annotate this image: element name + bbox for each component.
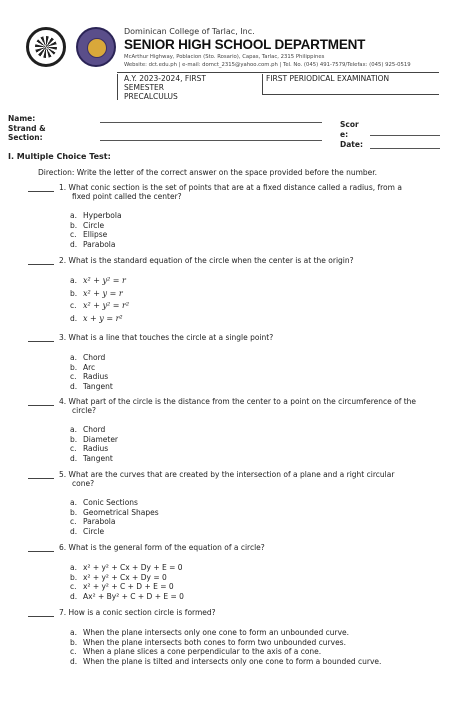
option-letter: b.	[70, 362, 78, 372]
option-text: Parabola	[83, 517, 116, 527]
option-letter: d.	[70, 240, 78, 250]
header-left-rule	[117, 74, 118, 100]
answer-option	[70, 508, 159, 518]
answer-option	[70, 527, 104, 537]
answer-option	[70, 425, 105, 435]
answer-option	[70, 314, 123, 324]
option-text: When the plane intersects only one cone to form an unbounded curve.	[83, 628, 350, 637]
option-text: x² + y² + Cx + Dy + E = 0	[83, 563, 183, 572]
answer-option	[70, 444, 108, 454]
answer-option	[70, 289, 123, 299]
option-letter: a.	[70, 563, 77, 572]
score-label-1: Scor	[340, 120, 359, 129]
option-text: Radius	[83, 444, 109, 454]
option-text: Conic Sections	[83, 498, 138, 507]
option-text: x² + y = r	[83, 288, 123, 298]
section-label: Section:	[8, 133, 43, 142]
option-letter: c.	[70, 372, 77, 382]
option-text: Ellipse	[83, 230, 108, 240]
contact-line: Website: dct.edu.ph | e-mail: domct_2315@yahoo.com.ph | Tel. No. (045) 491-7579/Telefax: (045) 925-0519	[124, 62, 411, 68]
answer-option	[70, 638, 346, 648]
academic-year: A.Y. 2023-2024, FIRST	[124, 74, 206, 83]
question-text: 3. What is a line that touches the circle at a single point?	[59, 333, 274, 342]
option-text: Circle	[83, 527, 105, 537]
question-text: 7. How is a conic section circle is formed?	[59, 608, 216, 617]
school-seal-logo	[26, 27, 66, 67]
answer-blank[interactable]	[28, 551, 54, 552]
question-text-cont: fixed point called the center?	[72, 192, 182, 201]
answer-option	[70, 353, 105, 363]
option-letter: a.	[70, 628, 77, 637]
option-letter: c.	[70, 517, 77, 527]
answer-option	[70, 301, 129, 311]
option-letter: d.	[70, 454, 78, 464]
department-title: SENIOR HIGH SCHOOL DEPARTMENT	[124, 37, 366, 52]
option-text: x² + y² = r²	[83, 301, 130, 310]
question-text-cont: cone?	[72, 479, 95, 488]
option-text: x² + y² = r	[83, 276, 126, 285]
answer-blank[interactable]	[28, 478, 54, 479]
option-text: Geometrical Shapes	[83, 507, 159, 517]
question-text: 5. What are the curves that are created by the intersection of a plane and a right circular	[59, 470, 395, 479]
option-letter: b.	[70, 507, 78, 517]
option-text: Radius	[83, 372, 109, 382]
institution-name: Dominican College of Tarlac, Inc.	[124, 27, 255, 36]
score-label-2: e:	[340, 130, 349, 139]
question-text: 6. What is the general form of the equation of a circle?	[59, 543, 265, 552]
option-letter: b.	[70, 288, 78, 298]
answer-option	[70, 363, 95, 373]
dominican-college-logo	[76, 27, 116, 67]
answer-option	[70, 657, 381, 667]
answer-blank[interactable]	[28, 405, 54, 406]
option-text: Chord	[83, 353, 106, 362]
answer-option	[70, 240, 116, 250]
answer-blank[interactable]	[28, 264, 54, 265]
option-letter: d.	[70, 313, 78, 323]
option-text: Chord	[83, 425, 106, 434]
question-text: 4. What part of the circle is the distance from the center to a point on the circumference of the	[59, 397, 417, 406]
answer-option	[70, 582, 174, 592]
option-letter: c.	[70, 230, 77, 240]
option-text: Hyperbola	[83, 211, 122, 220]
strand-label: Strand &	[8, 124, 46, 133]
option-text: x² + y² + Cx + Dy = 0	[83, 572, 167, 582]
option-letter: c.	[70, 444, 77, 454]
answer-option	[70, 563, 183, 573]
exam-underline	[262, 94, 439, 95]
date-field[interactable]	[370, 148, 440, 149]
answer-option	[70, 230, 107, 240]
date-label: Date:	[340, 140, 363, 149]
name-label: Name:	[8, 114, 36, 123]
answer-option	[70, 382, 113, 392]
option-letter: d.	[70, 382, 78, 392]
header-top-rule	[117, 72, 439, 73]
question-text: 1. What conic section is the set of points that are at a fixed distance called a radius, from a	[59, 183, 402, 192]
answer-option	[70, 221, 104, 231]
score-field[interactable]	[370, 135, 440, 136]
answer-option	[70, 517, 116, 527]
answer-option	[70, 211, 122, 221]
option-text: Diameter	[83, 434, 119, 444]
section-title: I. Multiple Choice Test:	[8, 152, 111, 161]
answer-blank[interactable]	[28, 191, 54, 192]
option-letter: b.	[70, 637, 78, 647]
answer-option	[70, 276, 126, 286]
option-letter: b.	[70, 572, 78, 582]
address-line: McArthur Highway, Poblacion (Sto. Rosario), Capas, Tarlac, 2315 Philippines	[124, 54, 325, 60]
directions: Direction: Write the letter of the correct answer on the space provided before the number.	[38, 168, 378, 177]
option-text: Circle	[83, 220, 105, 230]
option-letter: d.	[70, 657, 78, 667]
option-text: Parabola	[83, 240, 116, 250]
option-letter: b.	[70, 434, 78, 444]
option-letter: c.	[70, 582, 77, 592]
answer-option	[70, 628, 349, 638]
answer-option	[70, 573, 167, 583]
option-text: Ax² + By² + C + D + E = 0	[83, 592, 184, 602]
answer-option	[70, 498, 138, 508]
answer-blank[interactable]	[28, 341, 54, 342]
option-letter: a.	[70, 498, 77, 507]
strand-section-field[interactable]	[100, 140, 322, 141]
option-letter: c.	[70, 301, 77, 310]
exam-title: FIRST PERIODICAL EXAMINATION	[266, 74, 390, 83]
question-text-cont: circle?	[72, 406, 96, 415]
option-letter: a.	[70, 211, 77, 220]
option-letter: b.	[70, 220, 78, 230]
answer-option	[70, 647, 321, 657]
option-text: When the plane intersects both cones to form two unbounded curves.	[83, 637, 346, 647]
option-text: x + y = r²	[83, 313, 123, 323]
option-letter: a.	[70, 425, 77, 434]
option-text: Tangent	[83, 382, 113, 392]
option-text: Arc	[83, 362, 96, 372]
option-letter: a.	[70, 276, 77, 285]
option-text: When the plane is tilted and intersects only one cone to form a bounded curve.	[83, 657, 382, 667]
answer-option	[70, 435, 118, 445]
option-text: x² + y² + C + D + E = 0	[83, 582, 174, 592]
option-letter: c.	[70, 647, 77, 657]
option-text: When a plane slices a cone perpendicular to the axis of a cone.	[83, 647, 322, 657]
answer-option	[70, 372, 108, 382]
option-text: Tangent	[83, 454, 113, 464]
semester: SEMESTER	[124, 83, 165, 92]
answer-blank[interactable]	[28, 616, 54, 617]
option-letter: a.	[70, 353, 77, 362]
option-letter: d.	[70, 592, 78, 602]
answer-option	[70, 592, 184, 602]
name-field[interactable]	[100, 122, 322, 123]
question-text: 2. What is the standard equation of the circle when the center is at the origin?	[59, 256, 354, 265]
option-letter: d.	[70, 527, 78, 537]
answer-option	[70, 454, 113, 464]
subject: PRECALCULUS	[124, 92, 178, 101]
header-middle-rule	[262, 74, 263, 94]
